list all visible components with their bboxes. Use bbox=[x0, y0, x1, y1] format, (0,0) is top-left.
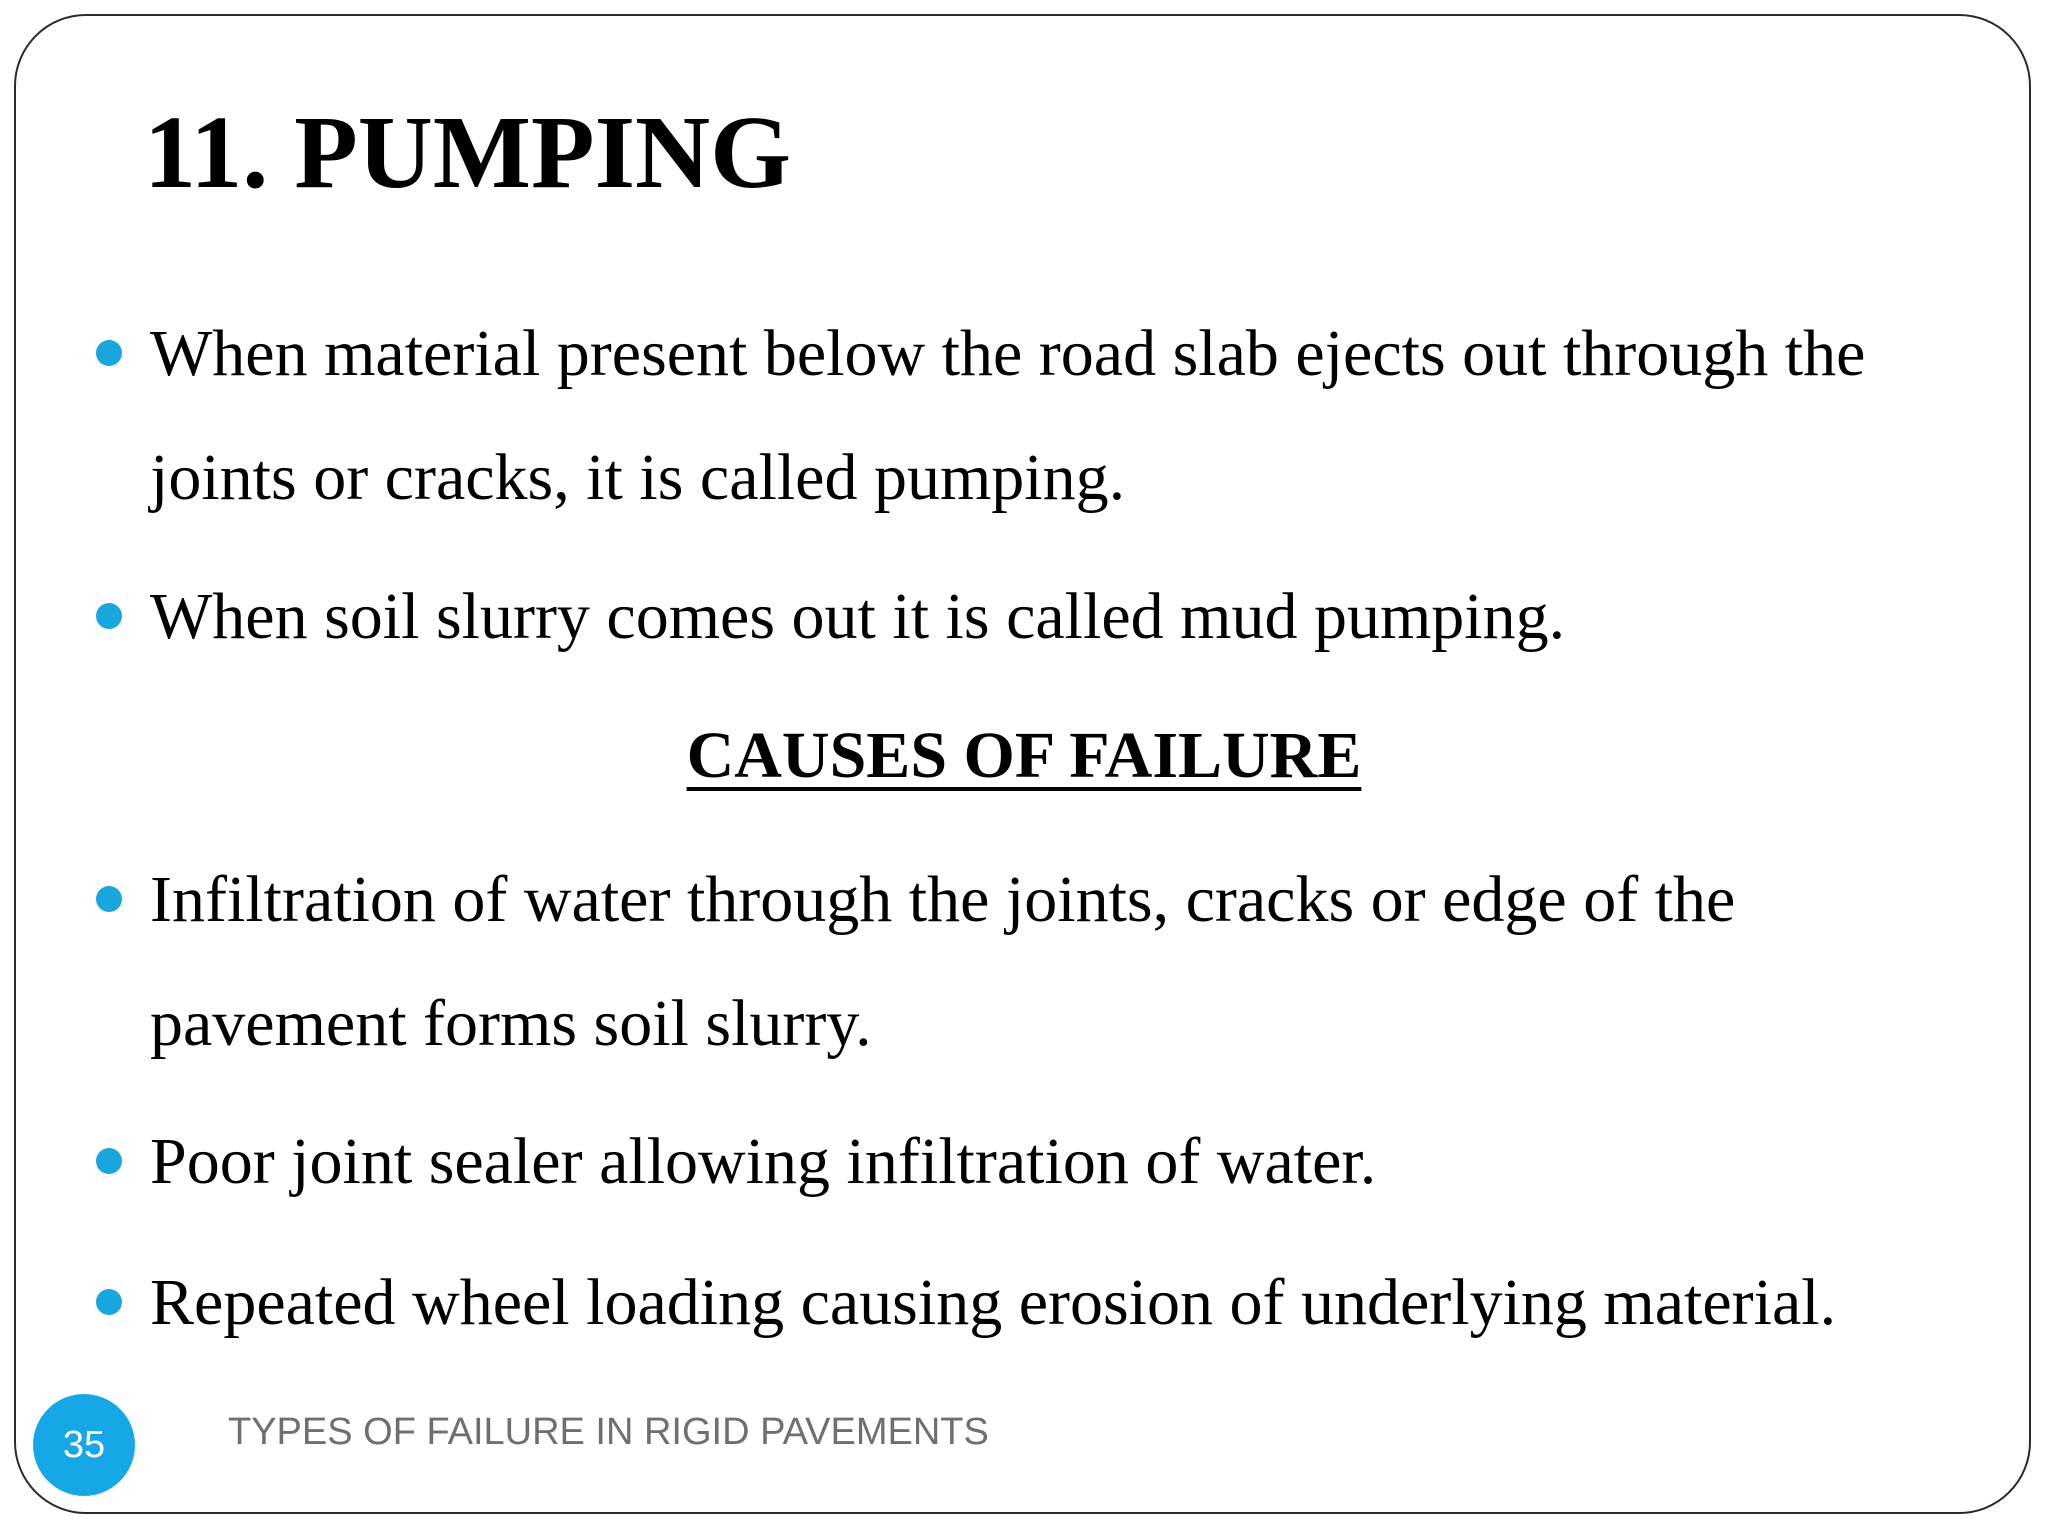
round-bullet-icon bbox=[96, 1148, 122, 1174]
bullet-item bbox=[150, 292, 1970, 540]
round-bullet-icon bbox=[96, 340, 122, 366]
bullet-text: Infiltration of water through the joints, cracks or edge of the pavement forms soil slurry. bbox=[150, 863, 1736, 1060]
bullet-text: Poor joint sealer allowing infiltration of water. bbox=[150, 1125, 1377, 1198]
slide-number-badge bbox=[33, 1394, 135, 1496]
footer-text: TYPES OF FAILURE IN RIGID PAVEMENTS bbox=[228, 1411, 989, 1453]
bullet-text: When soil slurry comes out it is called mud pumping. bbox=[150, 580, 1566, 653]
section-heading: CAUSES OF FAILURE bbox=[686, 719, 1362, 792]
round-bullet-icon bbox=[96, 1289, 122, 1315]
bullet-text: When material present below the road slab ejects out through the joints or cracks, it is called pumping. bbox=[150, 317, 1866, 514]
round-bullet-icon bbox=[96, 886, 122, 912]
bullet-item bbox=[150, 1241, 1970, 1365]
bullet-item bbox=[150, 1100, 1970, 1224]
slide-number: 35 bbox=[62, 1424, 106, 1466]
slide-title: 11. PUMPING bbox=[144, 95, 792, 210]
bullet-item bbox=[150, 555, 1970, 679]
round-bullet-icon bbox=[96, 603, 122, 629]
bullet-item bbox=[150, 838, 1970, 1086]
bullet-text: Repeated wheel loading causing erosion of underlying material. bbox=[150, 1266, 1837, 1339]
